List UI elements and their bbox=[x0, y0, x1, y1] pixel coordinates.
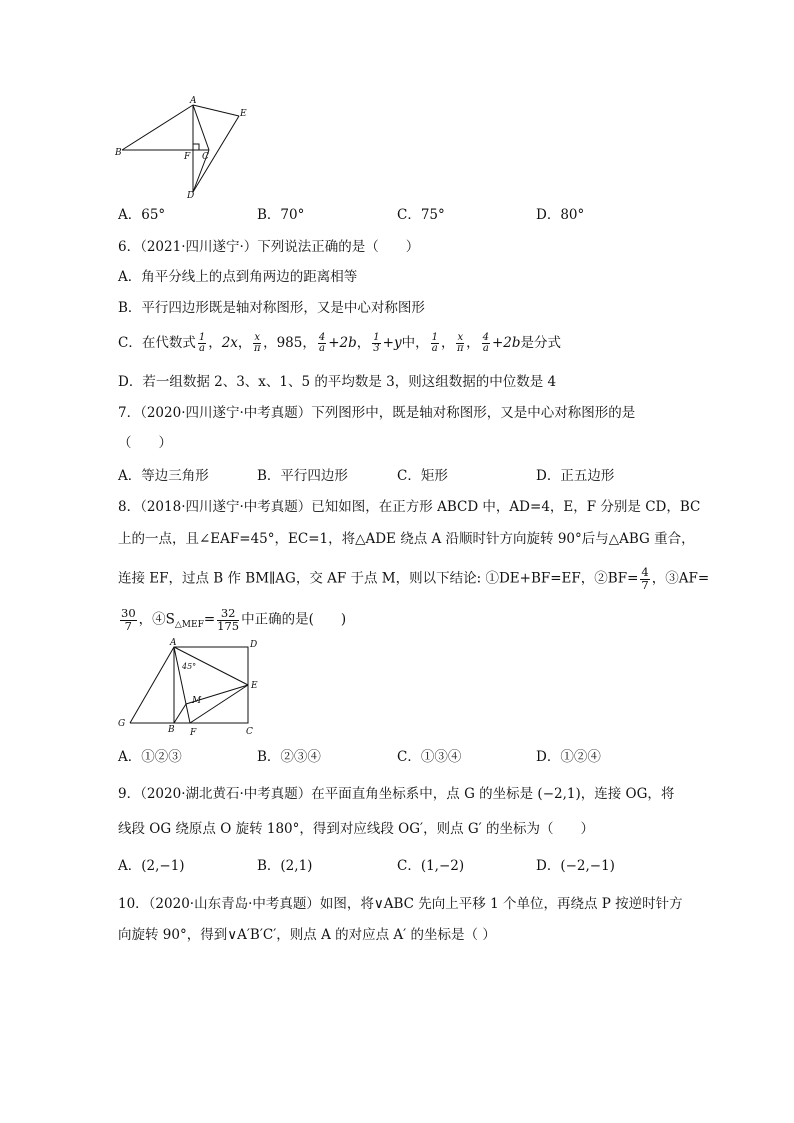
label-m: M bbox=[192, 696, 202, 706]
q8-option-a[interactable]: A．①②③ bbox=[118, 749, 182, 765]
q6-c-suffix: 是分式 bbox=[520, 335, 562, 351]
frac-4-over-7: $\frac{4}{7}$ bbox=[641, 565, 649, 592]
q9-line-1: 9．（2020·湖北黄石·中考真题）在平面直角坐标系中，点 G 的坐标是 (−2,1)，连接 OG，将 bbox=[118, 786, 675, 802]
q8-option-d[interactable]: D．①②④ bbox=[536, 749, 601, 765]
q6-option-b[interactable]: B．平行四边形既是轴对称图形，又是中心对称图形 bbox=[118, 300, 425, 316]
q5-option-a[interactable]: A．65° bbox=[118, 207, 166, 223]
label-f: F bbox=[184, 152, 191, 162]
q6-option-a[interactable]: A．角平分线上的点到角两边的距离相等 bbox=[118, 269, 358, 285]
q9-option-d[interactable]: D．(−2,−1) bbox=[536, 858, 615, 874]
segment-ba bbox=[122, 105, 193, 150]
frac-1-over-a-result: $\frac{1}{a}$ bbox=[431, 332, 438, 354]
q8-line-2: 上的一点，且∠EAF=45°，EC=1，将△ADE 绕点 A 沿顺时针方向旋转 90°后与△ABG 重合， bbox=[118, 531, 695, 547]
segment-ae bbox=[193, 105, 239, 116]
frac-30-over-7: $\frac{30}{7}$ bbox=[121, 606, 136, 633]
q8-option-c[interactable]: C．①③④ bbox=[397, 749, 462, 765]
label-a: A bbox=[190, 96, 197, 106]
frac-x-over-pi-result: $\frac{x}{\pi}$ bbox=[457, 332, 464, 354]
q6-option-c[interactable]: C．在代数式 $\frac{1}{a}$ ，2x， $\frac{x}{\pi}$ ，985， $\frac{4}{a}$ +2b， $\frac{1}{3}$ +y中， $\frac{1}{a}$ ， $\frac{x}{\pi}$ ， $\frac{4}{a}$ +2b是分式 bbox=[118, 332, 562, 354]
q10-line-2: 向旋转 90°，得到∨A′B′C′，则点 A 的对应点 A′ 的坐标是（ ） bbox=[118, 927, 496, 943]
segment-de bbox=[193, 116, 239, 192]
figure-q5-geometry bbox=[110, 92, 260, 202]
label-f: F bbox=[190, 728, 197, 738]
frac-1-over-a: $\frac{1}{a}$ bbox=[198, 332, 206, 354]
right-angle-mark bbox=[193, 144, 199, 150]
q5-option-b[interactable]: B．70° bbox=[257, 207, 305, 223]
label-b: B bbox=[168, 725, 175, 735]
frac-32-over-175: $\frac{32}{175}$ bbox=[217, 606, 240, 633]
q5-option-c[interactable]: C．75° bbox=[397, 207, 445, 223]
label-c: C bbox=[202, 152, 209, 162]
q7-stem-paren: （ ） bbox=[118, 435, 172, 451]
label-b: B bbox=[115, 148, 122, 158]
segment-ga bbox=[130, 647, 174, 723]
q6-c-prefix: C．在代数式 bbox=[118, 335, 196, 351]
q7-option-c[interactable]: C．矩形 bbox=[397, 468, 448, 484]
segment-af bbox=[174, 647, 190, 723]
label-c: C bbox=[246, 727, 253, 737]
label-a: A bbox=[170, 638, 177, 648]
q9-option-a[interactable]: A．(2,−1) bbox=[118, 858, 185, 874]
q7-stem: 7．（2020·四川遂宁·中考真题）下列图形中，既是轴对称图形，又是中心对称图形的是 bbox=[118, 405, 636, 421]
q7-option-a[interactable]: A．等边三角形 bbox=[118, 468, 209, 484]
frac-4-over-a-result: $\frac{4}{a}$ bbox=[482, 332, 489, 354]
square-abcd bbox=[174, 647, 248, 723]
q6-option-d[interactable]: D．若一组数据 2、3、x、1、5 的平均数是 3，则这组数据的中位数是 4 bbox=[118, 374, 557, 390]
q7-option-d[interactable]: D．正五边形 bbox=[536, 468, 615, 484]
q9-option-c[interactable]: C．(1,−2) bbox=[397, 858, 465, 874]
label-g: G bbox=[118, 719, 126, 729]
label-d: D bbox=[250, 640, 258, 650]
q9-line-2: 线段 OG 绕原点 O 旋转 180°，得到对应线段 OG′，则点 G′ 的坐标为（ ） bbox=[118, 821, 595, 837]
frac-1-over-3: $\frac{1}{3}$ bbox=[373, 332, 380, 354]
segment-ac bbox=[193, 105, 209, 150]
q10-line-1: 10．（2020·山东青岛·中考真题）如图，将∨ABC 先向上平移 1 个单位，再绕点 P 按逆时针方 bbox=[118, 896, 683, 912]
label-e: E bbox=[240, 109, 247, 119]
label-angle-45: 45° bbox=[182, 662, 197, 671]
frac-x-over-pi: $\frac{x}{\pi}$ bbox=[253, 332, 261, 354]
figure-q8-square bbox=[112, 638, 272, 738]
q8-option-b[interactable]: B．②③④ bbox=[257, 749, 321, 765]
label-d: D bbox=[187, 191, 195, 201]
frac-4-over-a: $\frac{4}{a}$ bbox=[318, 332, 326, 354]
q9-option-b[interactable]: B．(2,1) bbox=[257, 858, 313, 874]
q7-option-b[interactable]: B．平行四边形 bbox=[257, 468, 348, 484]
segment-bm bbox=[174, 704, 186, 723]
q5-option-d[interactable]: D．80° bbox=[536, 207, 585, 223]
q8-line-1: 8．（2018·四川遂宁·中考真题）已知如图，在正方形 ABCD 中，AD=4，E，F 分别是 CD，BC bbox=[118, 499, 701, 515]
q8-line-3: 连接 EF，过点 B 作 BM∥AG，交 AF 于点 M，则以下结论: ①DE+BF=EF，②BF= $\frac{4}{7}$ ，③AF= bbox=[118, 565, 710, 592]
q6-stem: 6．（2021·四川遂宁·）下列说法正确的是（ ） bbox=[118, 239, 420, 255]
q8-line-4: $\frac{30}{7}$ ，$④S_{\triangle MEF}=$ $\frac{32}{175}$ 中正确的是( ) bbox=[121, 606, 347, 633]
label-e: E bbox=[251, 681, 258, 691]
